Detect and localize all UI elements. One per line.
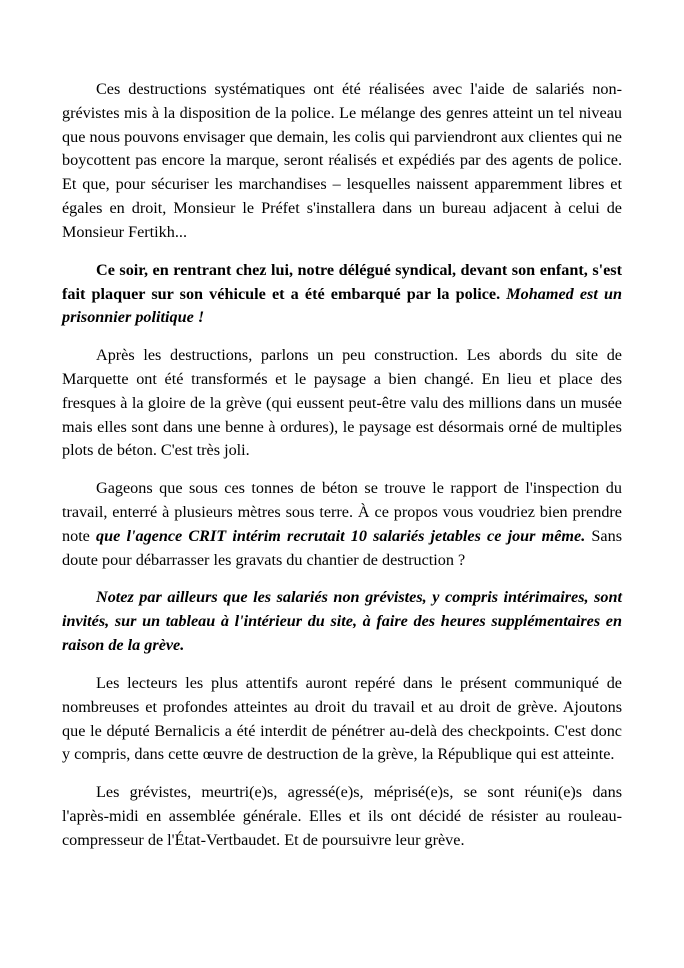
- paragraph-3: [62, 344, 622, 463]
- text-run: Sans doute pour débarrasser les gravats du chantier de destruction ?: [62, 526, 622, 569]
- paragraph-7: [62, 781, 622, 852]
- text-run-bold-italic: que l'agence CRIT intérim recrutait 10 salariés jetables ce jour même.: [96, 526, 586, 545]
- text-run: Les grévistes, meurtri(e)s, agressé(e)s, méprisé(e)s, se sont réuni(e)s dans l'après-midi en assemblée générale. Elles et ils ont décidé de résister au rouleau-compresseur de l'État-Vertbaudet. Et de poursuivre leur grève.: [62, 783, 622, 849]
- paragraph-1: [62, 78, 622, 245]
- text-run: Gageons que sous ces tonnes de béton se trouve le rapport de l'inspection du travail, enterré à plusieurs mètres sous terre. À ce propos vous voudriez bien prendre note: [62, 479, 622, 545]
- text-run: Les lecteurs les plus attentifs auront repéré dans le présent communiqué de nombreuses et profondes atteintes au droit du travail et au droit de grève. Ajoutons que le député Bernalicis a été interdit de pénétrer au-delà des checkpoints. C'est donc y compris, dans cette œuvre de destruction de la grève, la République qui est atteinte.: [62, 673, 622, 764]
- text-run: Après les destructions, parlons un peu construction. Les abords du site de Marquette ont été transformés et le paysage a bien changé. En lieu et place des fresques à la gloire de la grève (qui eussent peut-être valu des millions dans un musée mais elles sont dans une benne à ordures), le paysage est désormais orné de multiples plots de béton. C'est très joli.: [62, 346, 622, 460]
- paragraph-6: [62, 672, 622, 767]
- paragraph-5: [62, 586, 622, 657]
- paragraph-2: [62, 259, 622, 330]
- text-run-bold-italic: Notez par ailleurs que les salariés non grévistes, y compris intérimaires, sont invités, sur un tableau à l'intérieur du site, à faire des heures supplémentaires en raison de la grève.: [62, 588, 622, 655]
- text-run-bold-italic: Mohamed est un prisonnier politique !: [62, 284, 622, 327]
- text-run-bold: Ce soir, en rentrant chez lui, notre délégué syndical, devant son enfant, s'est fait plaquer sur son véhicule et a été embarqué par la police.: [62, 260, 622, 303]
- text-run: Ces destructions systématiques ont été réalisées avec l'aide de salariés non-grévistes mis à la disposition de la police. Le mélange des genres atteint un tel niveau que nous pouvons envisager que demain, les colis qui parviendront aux clientes qui ne boycottent pas encore la marque, seront réalisés et expédiés par des agents de police. Et que, pour sécuriser les marchandises – lesquelles naissent apparemment libres et égales en droit, Monsieur le Préfet s'installera dans un bureau adjacent à celui de Monsieur Fertikh...: [62, 80, 622, 241]
- paragraph-4: [62, 477, 622, 572]
